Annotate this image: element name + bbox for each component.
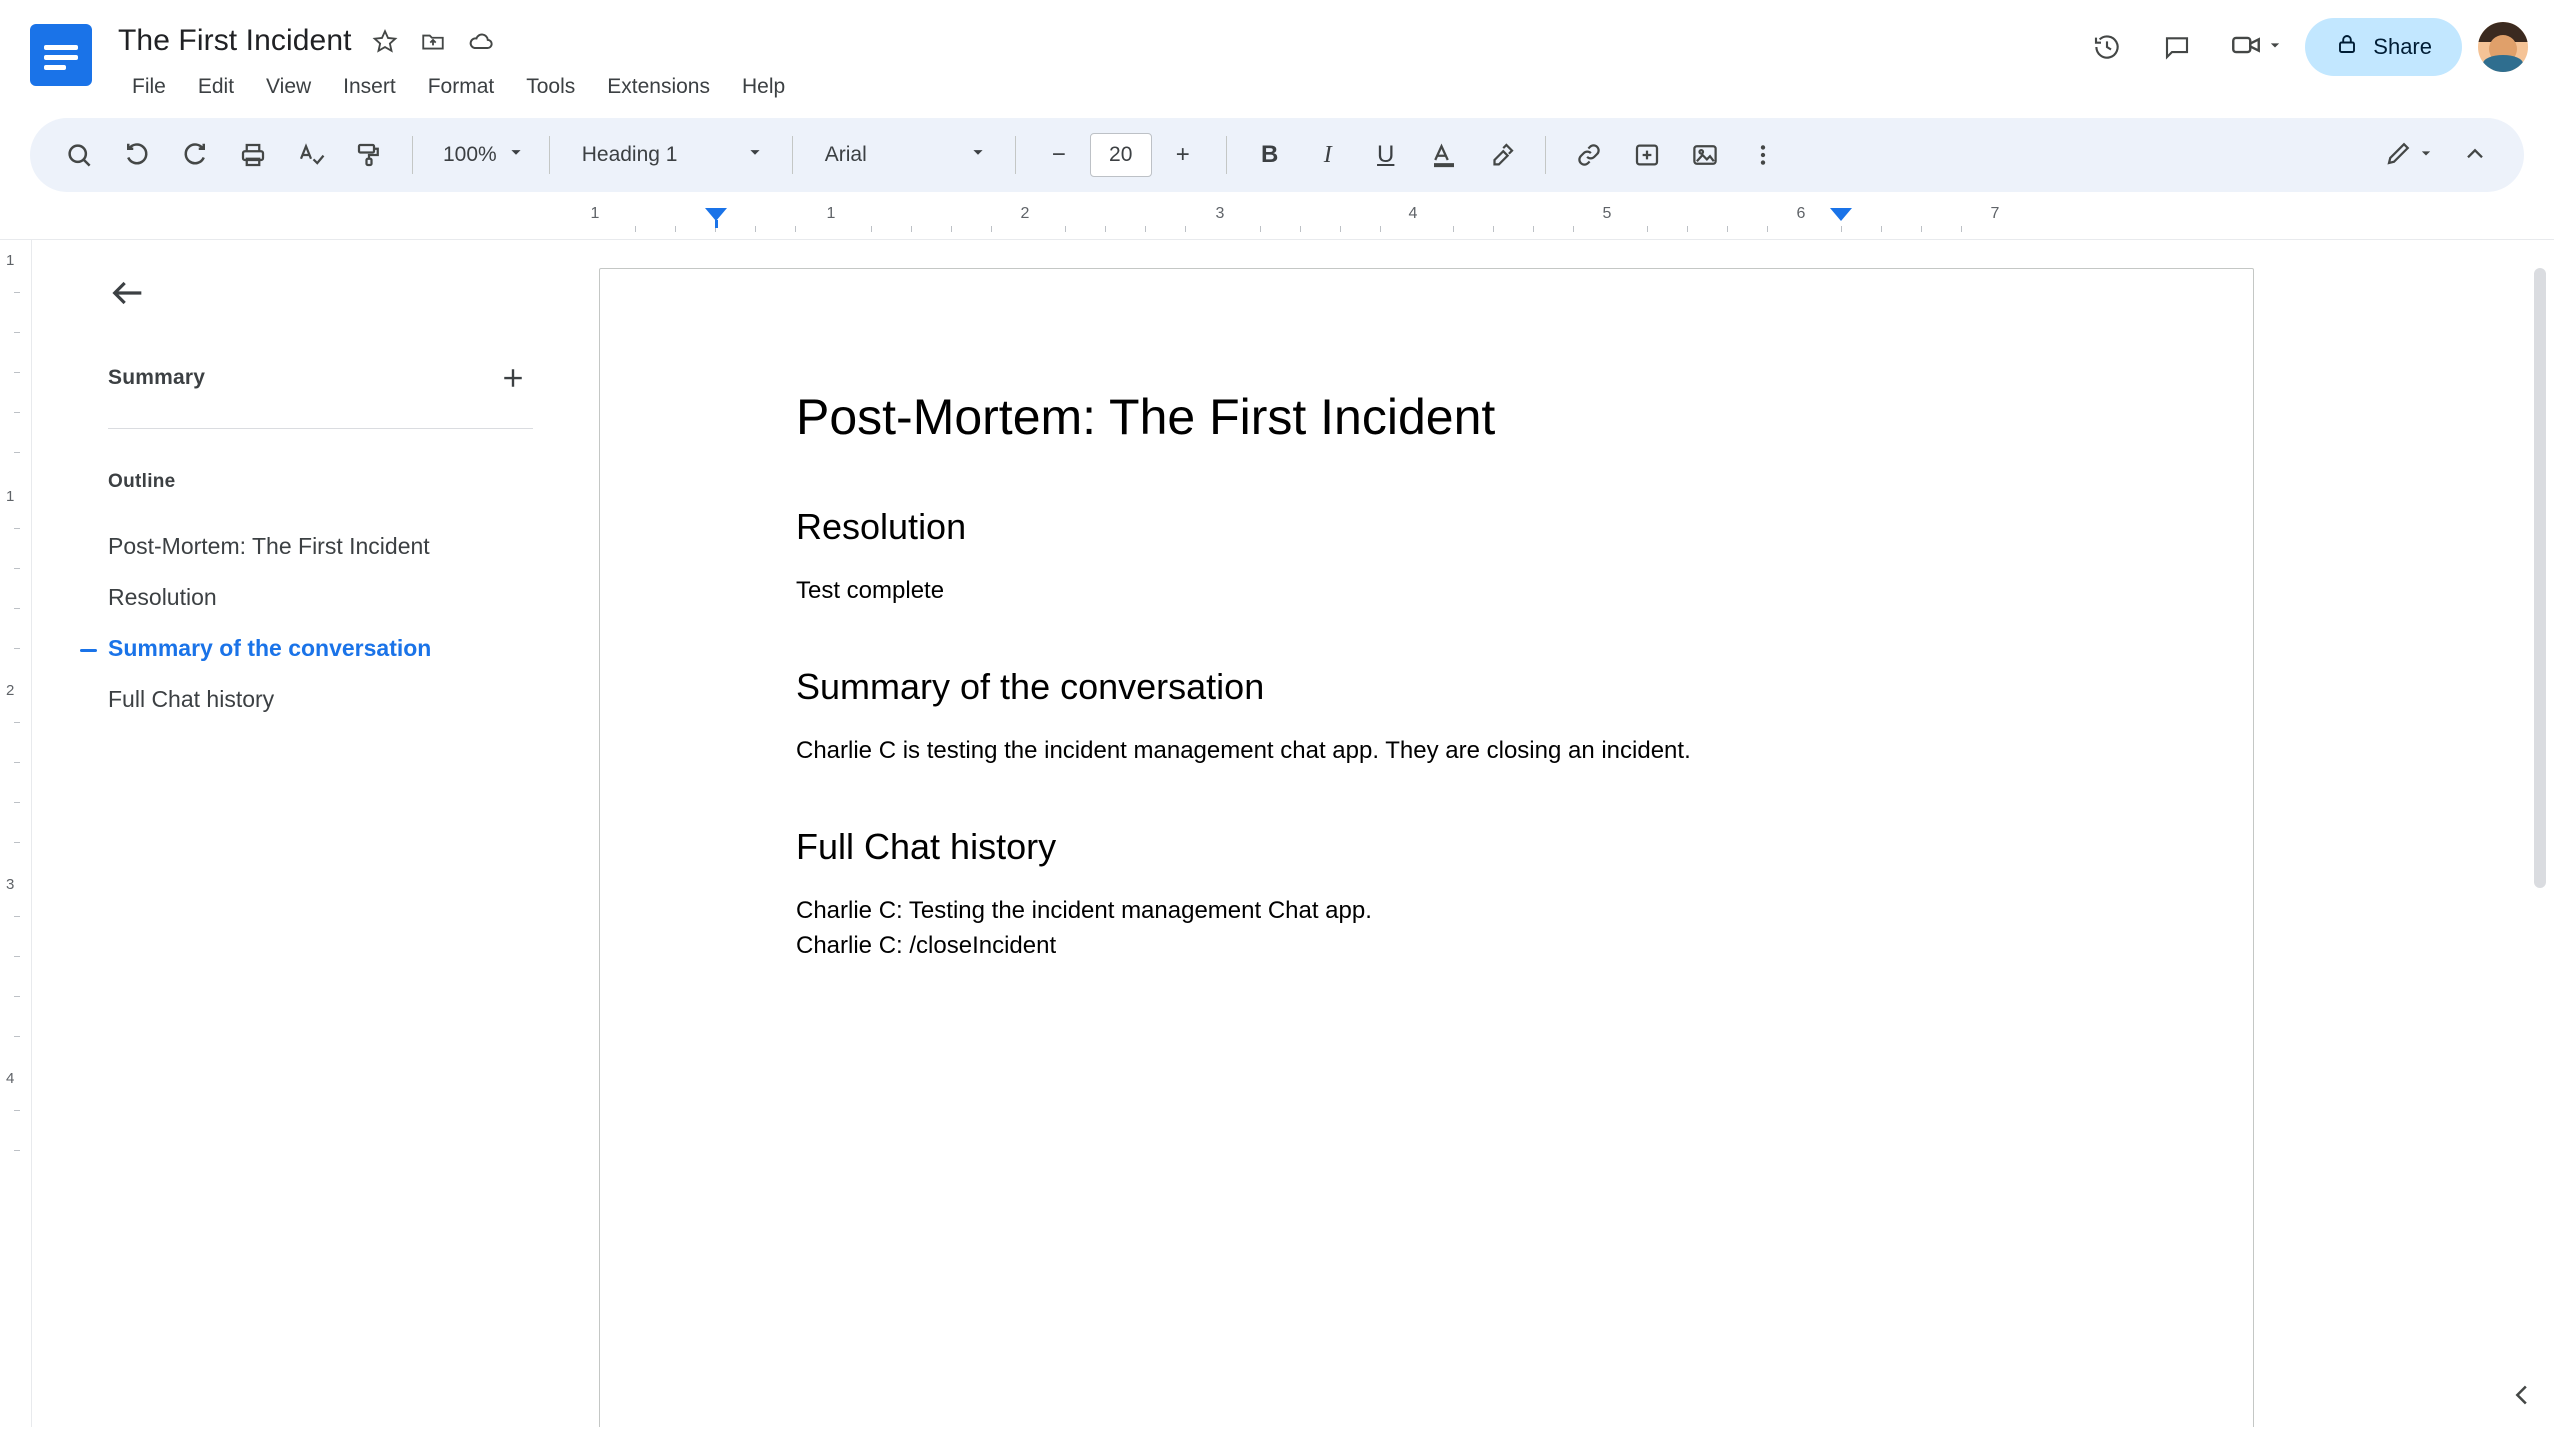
paragraph-style-value: Heading 1 bbox=[581, 143, 678, 166]
underline-button[interactable]: U bbox=[1377, 141, 1395, 168]
lock-icon bbox=[2335, 32, 2359, 62]
font-family-value: Arial bbox=[824, 143, 867, 166]
menu-tools[interactable]: Tools bbox=[526, 75, 576, 98]
text-color-icon[interactable] bbox=[1417, 128, 1471, 182]
toolbar-divider bbox=[412, 136, 413, 174]
video-camera-icon bbox=[2229, 28, 2263, 67]
paragraph-style-select[interactable] bbox=[566, 128, 776, 182]
highlight-icon[interactable] bbox=[1475, 128, 1529, 182]
toolbar-divider bbox=[1545, 136, 1546, 174]
top-right-actions bbox=[2079, 18, 2530, 76]
document-paragraph: Charlie C: Testing the incident management Chat app. bbox=[796, 897, 1372, 925]
zoom-value: 100% bbox=[443, 143, 497, 166]
ruler-vmark: 3 bbox=[6, 876, 15, 893]
ruler-vmark: 2 bbox=[6, 682, 15, 699]
paint-format-icon[interactable] bbox=[342, 128, 396, 182]
insert-image-icon[interactable] bbox=[1678, 128, 1732, 182]
redo-icon[interactable] bbox=[168, 128, 222, 182]
move-to-folder-icon[interactable] bbox=[418, 26, 448, 56]
ruler-mark: 5 bbox=[1602, 205, 1612, 222]
toolbar-divider bbox=[792, 136, 793, 174]
ruler-mark: 2 bbox=[1020, 205, 1030, 222]
print-icon[interactable] bbox=[226, 128, 280, 182]
body-area bbox=[0, 240, 2554, 1427]
insert-link-icon[interactable] bbox=[1562, 128, 1616, 182]
meet-button[interactable] bbox=[2219, 19, 2291, 75]
document-heading-chat-history: Full Chat history bbox=[796, 825, 1057, 867]
editing-mode-pencil-icon bbox=[2384, 138, 2414, 173]
ruler-mark: 7 bbox=[1990, 205, 2000, 222]
document-content[interactable] bbox=[600, 269, 2253, 964]
document-heading-1: Post-Mortem: The First Incident bbox=[796, 389, 1496, 445]
chevron-down-icon bbox=[2416, 143, 2436, 168]
decrease-font-size-button[interactable]: − bbox=[1051, 141, 1066, 168]
outline-list bbox=[108, 521, 563, 725]
google-docs-icon[interactable] bbox=[30, 24, 92, 86]
chevron-down-icon bbox=[505, 141, 527, 169]
toolbar-right-group bbox=[2374, 128, 2502, 182]
ruler-vmark: 1 bbox=[6, 252, 15, 269]
chevron-down-icon bbox=[744, 141, 766, 169]
undo-icon[interactable] bbox=[110, 128, 164, 182]
ruler-track bbox=[590, 200, 2254, 240]
zoom-control[interactable] bbox=[429, 128, 533, 182]
document-paragraph: Charlie C: /closeIncident bbox=[796, 931, 1057, 959]
search-icon[interactable] bbox=[52, 128, 106, 182]
share-label: Share bbox=[2373, 34, 2432, 59]
summary-label: Summary bbox=[108, 366, 206, 389]
back-arrow-icon[interactable] bbox=[108, 270, 154, 316]
menu-extensions[interactable]: Extensions bbox=[607, 75, 710, 98]
editing-mode-button[interactable] bbox=[2374, 128, 2442, 182]
outline-item-post-mortem[interactable]: Post-Mortem: The First Incident bbox=[108, 533, 430, 559]
menu-help[interactable]: Help bbox=[741, 75, 786, 98]
share-button[interactable] bbox=[2305, 18, 2462, 76]
summary-section-header bbox=[108, 358, 563, 398]
summary-divider bbox=[108, 428, 533, 429]
plus-icon[interactable] bbox=[493, 358, 533, 398]
collapse-toolbar-icon[interactable] bbox=[2448, 128, 2502, 182]
ruler-vmark: 4 bbox=[6, 1070, 15, 1087]
ruler-mark: 6 bbox=[1796, 205, 1806, 222]
toolbar bbox=[30, 118, 2524, 192]
chevron-down-icon bbox=[2265, 35, 2285, 60]
document-heading-summary: Summary of the conversation bbox=[796, 665, 1265, 707]
comment-icon[interactable] bbox=[2149, 19, 2205, 75]
menu-view[interactable]: View bbox=[266, 75, 312, 98]
toolbar-divider bbox=[549, 136, 550, 174]
version-history-icon[interactable] bbox=[2079, 19, 2135, 75]
font-size-input[interactable]: 20 bbox=[1090, 133, 1152, 177]
toolbar-divider bbox=[1226, 136, 1227, 174]
ruler-mark: 4 bbox=[1408, 205, 1418, 222]
menu-format[interactable]: Format bbox=[427, 75, 495, 98]
outline-panel bbox=[32, 240, 599, 1427]
add-comment-icon[interactable] bbox=[1620, 128, 1674, 182]
outline-label: Outline bbox=[108, 471, 176, 492]
document-page[interactable] bbox=[599, 268, 2254, 1427]
outline-item-full-chat-history[interactable]: Full Chat history bbox=[108, 686, 275, 712]
menu-file[interactable]: File bbox=[132, 75, 166, 98]
spellcheck-icon[interactable] bbox=[284, 128, 338, 182]
more-options-icon[interactable] bbox=[1736, 128, 1790, 182]
star-icon[interactable] bbox=[370, 26, 400, 56]
document-canvas[interactable] bbox=[599, 240, 2554, 1427]
italic-button[interactable]: I bbox=[1323, 141, 1332, 168]
horizontal-ruler[interactable] bbox=[0, 200, 2554, 240]
document-paragraph: Test complete bbox=[796, 577, 945, 605]
outline-item-summary-of-the-conversation[interactable]: Summary of the conversation bbox=[108, 623, 563, 674]
menu-insert[interactable]: Insert bbox=[343, 75, 396, 98]
cloud-saved-icon[interactable] bbox=[466, 26, 496, 56]
ruler-mark: 1 bbox=[826, 205, 836, 222]
menu-edit[interactable]: Edit bbox=[197, 75, 235, 98]
ruler-mark: 1 bbox=[590, 205, 600, 222]
avatar[interactable] bbox=[2476, 20, 2530, 74]
ruler-mark: 3 bbox=[1215, 205, 1225, 222]
toolbar-divider bbox=[1015, 136, 1016, 174]
bold-button[interactable]: B bbox=[1261, 141, 1279, 168]
document-paragraph: Charlie C is testing the incident management chat app. They are closing an incident. bbox=[796, 737, 1691, 765]
ruler-vmark: 1 bbox=[6, 488, 15, 505]
vertical-scrollbar[interactable] bbox=[2534, 268, 2546, 888]
chevron-left-icon[interactable] bbox=[2506, 1378, 2540, 1417]
right-indent-marker[interactable] bbox=[1830, 208, 1852, 221]
document-heading-resolution: Resolution bbox=[796, 506, 967, 547]
chevron-down-icon bbox=[967, 141, 989, 169]
vertical-ruler bbox=[0, 240, 32, 1427]
font-family-select[interactable] bbox=[809, 128, 999, 182]
top-bar bbox=[0, 0, 2554, 118]
outline-item-resolution[interactable]: Resolution bbox=[108, 584, 217, 610]
document-title[interactable]: The First Incident bbox=[118, 24, 352, 57]
increase-font-size-button[interactable]: + bbox=[1175, 141, 1190, 168]
